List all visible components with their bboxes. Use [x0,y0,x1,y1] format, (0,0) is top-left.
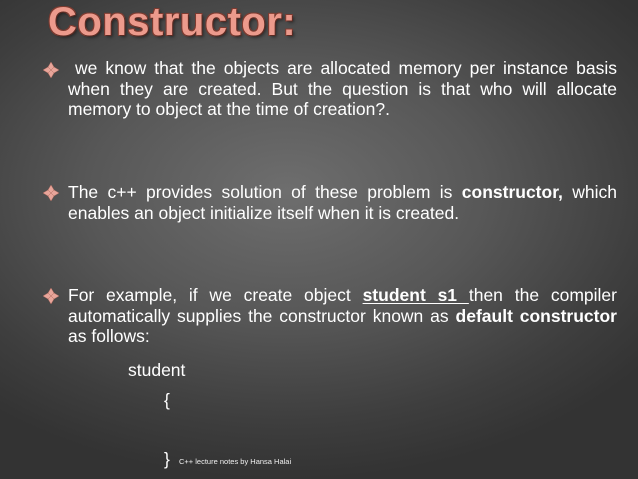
footer-credit: C++ lecture notes by Hansa Halai [179,457,292,466]
bullet-2-text-before: The c++ provides solution of these problem is [68,182,462,202]
slide-title: Constructor: [48,0,297,44]
code-line-class-name: student [128,360,186,380]
bullet-3-text-middle: then the compiler automatically supplies the constructor known as [68,285,617,326]
bullet-3-code-example: student s1 [362,285,469,305]
diamond-bullet-icon [42,287,60,305]
bullet-3-text-before: For example, if we create object [68,285,363,305]
bullet-2-bold-term: constructor, [461,182,563,202]
bullet-paragraph-3 [68,285,617,347]
bullet-2-text-after: which enables an object initialize itself when it is created. [68,182,617,223]
diamond-bullet-icon [42,184,60,202]
bullet-3-bold-term: default constructor [455,305,617,326]
code-line-open-brace: { [164,390,170,410]
bullet-paragraph-2 [68,182,617,223]
bullet-paragraph-1 [68,58,617,120]
bullet-1-text: we know that the objects are allocated memory per instance basis when they are created. But the question is that who will allocate memory to object at the time of creation?. [68,58,617,119]
diamond-bullet-icon [42,61,60,79]
code-line-close-brace: } [164,449,170,469]
bullet-3-text-after: as follows: [68,326,150,346]
